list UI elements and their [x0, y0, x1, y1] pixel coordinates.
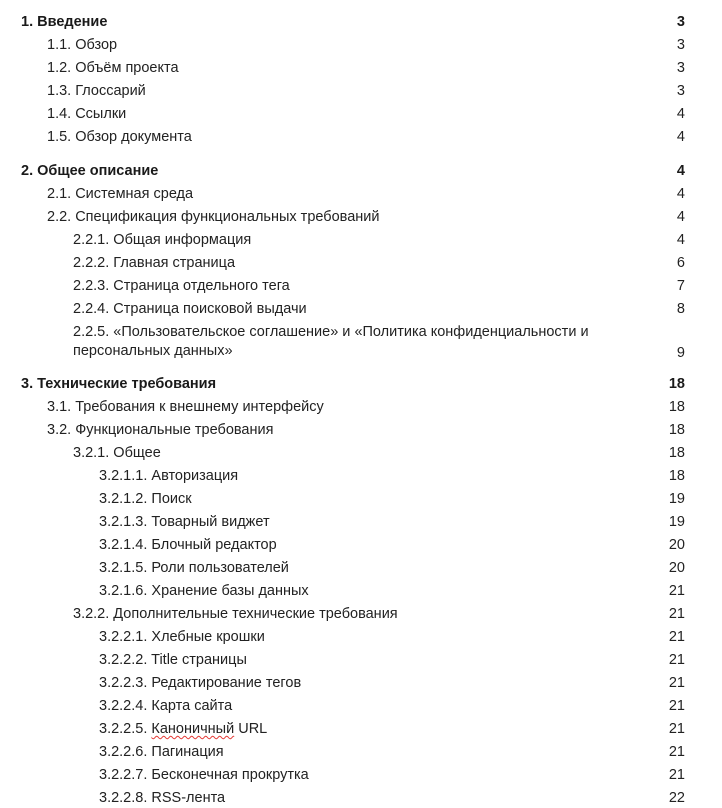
toc-entry-page: 21 [668, 767, 685, 783]
toc-entry-label: 2.2.2. Главная страница [73, 255, 236, 271]
toc-entry-label: 2.2.5. «Пользовательское соглашение» и «Политика конфиденциальности и персональных данных» [73, 324, 589, 359]
toc-entry-page: 9 [676, 345, 685, 361]
toc-entry-page: 21 [668, 721, 685, 737]
toc-entry-page: 3 [676, 14, 685, 30]
toc-entry-page: 21 [668, 583, 685, 599]
toc-entry-page: 21 [668, 629, 685, 645]
toc-entry-label: 2.2.1. Общая информация [73, 232, 252, 248]
toc-entry-label: 3.2.2.2. Title страницы [99, 652, 247, 668]
toc-entry-page: 20 [668, 560, 685, 576]
toc-entry-label [99, 720, 267, 738]
toc-entry-label: 3.2.2.6. Пагинация [99, 744, 224, 760]
toc-entry-page: 4 [676, 209, 685, 225]
toc-entry-label: 3.2.1.6. Хранение базы данных [99, 583, 309, 599]
toc-entry-page: 4 [676, 186, 685, 202]
toc-entry-label: 1. Введение [21, 14, 108, 30]
toc-entry-label: 3. Технические требования [21, 376, 217, 392]
toc-entry-page: 21 [668, 698, 685, 714]
toc-entry-page: 3 [676, 60, 685, 76]
toc-entry-label-rest: URL [238, 721, 268, 737]
toc-entry-page: 8 [676, 301, 685, 317]
toc-entry-label: 1.5. Обзор документа [47, 129, 192, 145]
toc-entry-label: 3.2.2.4. Карта сайта [99, 698, 233, 714]
toc-entry-label: 3.2.1.4. Блочный редактор [99, 537, 277, 553]
toc-entry-page: 7 [676, 278, 685, 294]
toc-entry-label: 3.2.2.8. RSS-лента [99, 790, 226, 806]
toc-entry-page: 18 [668, 422, 685, 438]
toc-entry-page: 21 [668, 652, 685, 668]
spellcheck-flagged-word[interactable]: Каноничный [151, 721, 235, 737]
toc-entry-label: 3.2.2. Дополнительные технические требования [73, 606, 398, 622]
toc-entry-label: 3.2.2.3. Редактирование тегов [99, 675, 302, 691]
toc-entry-page: 6 [676, 255, 685, 271]
toc-entry-page: 19 [668, 514, 685, 530]
toc-entry-label: 3.2.1.3. Товарный виджет [99, 514, 270, 530]
toc-entry-label: 2.2.3. Страница отдельного тега [73, 278, 290, 294]
toc-entry-number: 3.2.2.5. [99, 721, 148, 737]
toc-entry-label: 1.4. Ссылки [47, 106, 127, 122]
toc-entry-label: 2.2.4. Страница поисковой выдачи [73, 301, 307, 317]
toc-entry-page: 21 [668, 744, 685, 760]
toc-entry-label: 3.2.1.1. Авторизация [99, 468, 239, 484]
toc-entry-page: 3 [676, 37, 685, 53]
toc-entry-label: 3.2.1. Общее [73, 445, 161, 461]
toc-entry-label: 2.2. Спецификация функциональных требований [47, 209, 380, 225]
toc-entry-page: 4 [676, 163, 685, 179]
toc-entry-label: 1.3. Глоссарий [47, 83, 146, 99]
toc-entry-page: 18 [668, 445, 685, 461]
toc-entry-label: 2. Общее описание [21, 163, 159, 179]
toc-entry-label: 3.2. Функциональные требования [47, 422, 274, 438]
toc-entry-page: 21 [668, 606, 685, 622]
toc-entry-label: 1.1. Обзор [47, 37, 118, 53]
toc-entry-page: 3 [676, 83, 685, 99]
toc-entry-page: 4 [676, 106, 685, 122]
toc-entry-label: 3.2.1.5. Роли пользователей [99, 560, 289, 576]
toc-entry-label: 3.2.1.2. Поиск [99, 491, 192, 507]
toc-entry-label: 3.2.2.7. Бесконечная прокрутка [99, 767, 309, 783]
toc-entry-label: 3.2.2.1. Хлебные крошки [99, 629, 265, 645]
toc-entry-page: 21 [668, 675, 685, 691]
toc-entry-label: 1.2. Объём проекта [47, 60, 179, 76]
toc-entry-page: 18 [668, 468, 685, 484]
toc-entry-page: 20 [668, 537, 685, 553]
toc-entry-page: 19 [668, 491, 685, 507]
toc-entry-page: 4 [676, 129, 685, 145]
toc-entry-page: 22 [668, 790, 685, 806]
toc-entry-label: 3.1. Требования к внешнему интерфейсу [47, 399, 324, 415]
toc-entry-page: 18 [668, 399, 685, 415]
toc-entry-page: 18 [668, 376, 685, 392]
toc-entry-page: 4 [676, 232, 685, 248]
toc-entry-label: 2.1. Системная среда [47, 186, 194, 202]
